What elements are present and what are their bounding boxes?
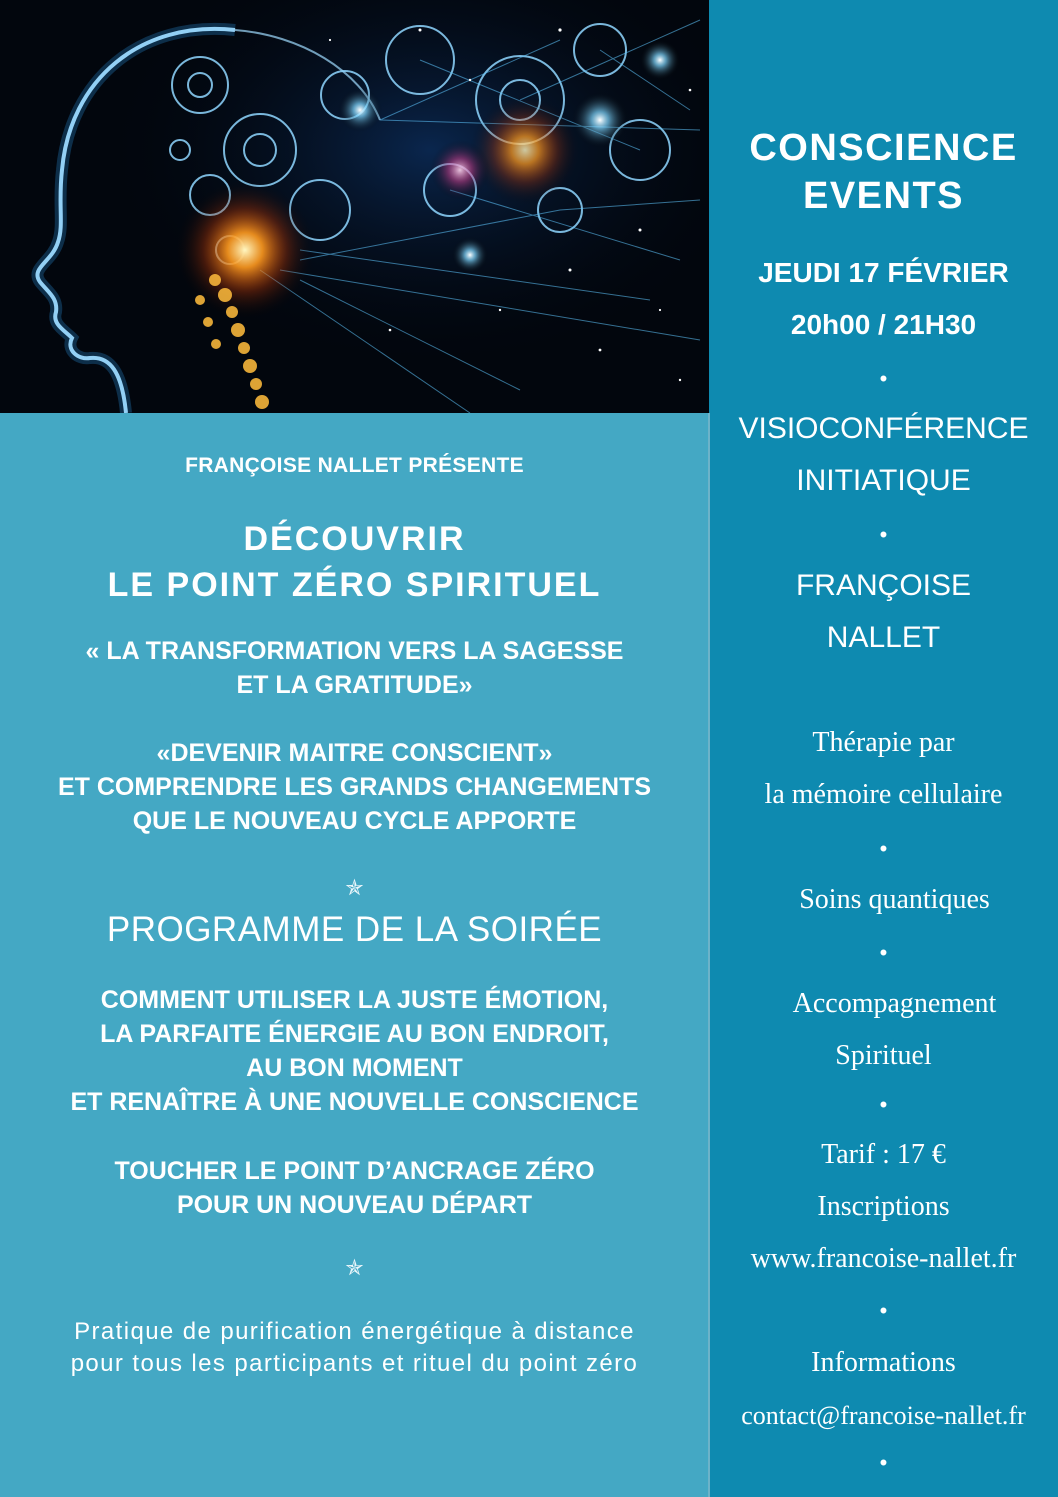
program-heading: PROGRAMME DE LA SOIRÉE — [106, 910, 603, 949]
event-date: JEUDI 17 FÉVRIER — [758, 257, 1009, 288]
brand-line: EVENTS — [802, 175, 965, 217]
bullet-separator: • — [879, 1450, 888, 1475]
email-link[interactable]: contact@francoise-nallet.fr — [741, 1401, 1026, 1430]
program-line: AU BON MOMENT — [246, 1054, 463, 1082]
event-title — [0, 516, 709, 608]
format-line: VISIOCONFÉRENCE — [738, 412, 1029, 445]
star-icon: ✯ — [345, 1255, 364, 1280]
anchor-line: POUR UN NOUVEAU DÉPART — [176, 1191, 533, 1219]
inscriptions-label: Inscriptions — [817, 1191, 950, 1222]
bullet-separator: • — [879, 1298, 888, 1323]
star-icon: ✯ — [345, 875, 364, 900]
therapy-line: la mémoire cellulaire — [764, 779, 1003, 810]
quote-line: ET LA GRATITUDE» — [236, 671, 473, 699]
bullet-separator: • — [879, 522, 888, 547]
accompagnement-line: Accompagnement — [792, 988, 997, 1019]
program-line: LA PARFAITE ÉNERGIE AU BON ENDROIT, — [100, 1020, 609, 1048]
soins-line: Soins quantiques — [799, 884, 990, 915]
description-line: QUE LE NOUVEAU CYCLE APPORTE — [132, 807, 577, 835]
presenter-line: FRANÇOISE NALLET PRÉSENTE — [185, 454, 524, 477]
program-block — [0, 983, 709, 1119]
program-line: COMMENT UTILISER LA JUSTE ÉMOTION, — [100, 986, 609, 1014]
program-line: ET RENAÎTRE À UNE NOUVELLE CONSCIENCE — [70, 1088, 639, 1116]
title-line: DÉCOUVRIR — [243, 520, 466, 558]
tarif-line: Tarif : 17 € — [821, 1139, 946, 1170]
description-line: ET COMPRENDRE LES GRANDS CHANGEMENTS — [57, 773, 652, 801]
therapy-line: Thérapie par — [812, 727, 955, 758]
informations-label: Informations — [811, 1347, 956, 1378]
website-link[interactable]: www.francoise-nallet.fr — [750, 1243, 1017, 1274]
brand-line: CONSCIENCE — [749, 127, 1018, 169]
practice-note — [0, 1316, 709, 1380]
anchor-block — [0, 1154, 709, 1222]
bullet-separator: • — [879, 940, 888, 965]
practice-line: pour tous les participants et rituel du point zéro — [70, 1350, 639, 1377]
format-line: INITIATIQUE — [796, 464, 971, 497]
accompagnement-line: Spirituel — [835, 1040, 932, 1071]
subtitle-quote — [0, 634, 709, 702]
event-time: 20h00 / 21H30 — [790, 309, 977, 340]
bullet-separator: • — [879, 836, 888, 861]
description-line: «DEVENIR MAITRE CONSCIENT» — [156, 739, 553, 767]
speaker-name: FRANÇOISE — [795, 569, 972, 602]
quote-line: « LA TRANSFORMATION VERS LA SAGESSE — [85, 637, 624, 665]
description-block — [0, 736, 709, 838]
practice-line: Pratique de purification énergétique à distance — [74, 1318, 635, 1345]
bullet-separator: • — [879, 1092, 888, 1117]
anchor-line: TOUCHER LE POINT D’ANCRAGE ZÉRO — [114, 1157, 595, 1185]
brain-cosmos-image — [0, 0, 709, 413]
title-line: LE POINT ZÉRO SPIRITUEL — [107, 566, 602, 604]
speaker-name: NALLET — [826, 621, 941, 654]
bullet-separator: • — [879, 366, 888, 391]
brand-name — [709, 124, 1058, 220]
